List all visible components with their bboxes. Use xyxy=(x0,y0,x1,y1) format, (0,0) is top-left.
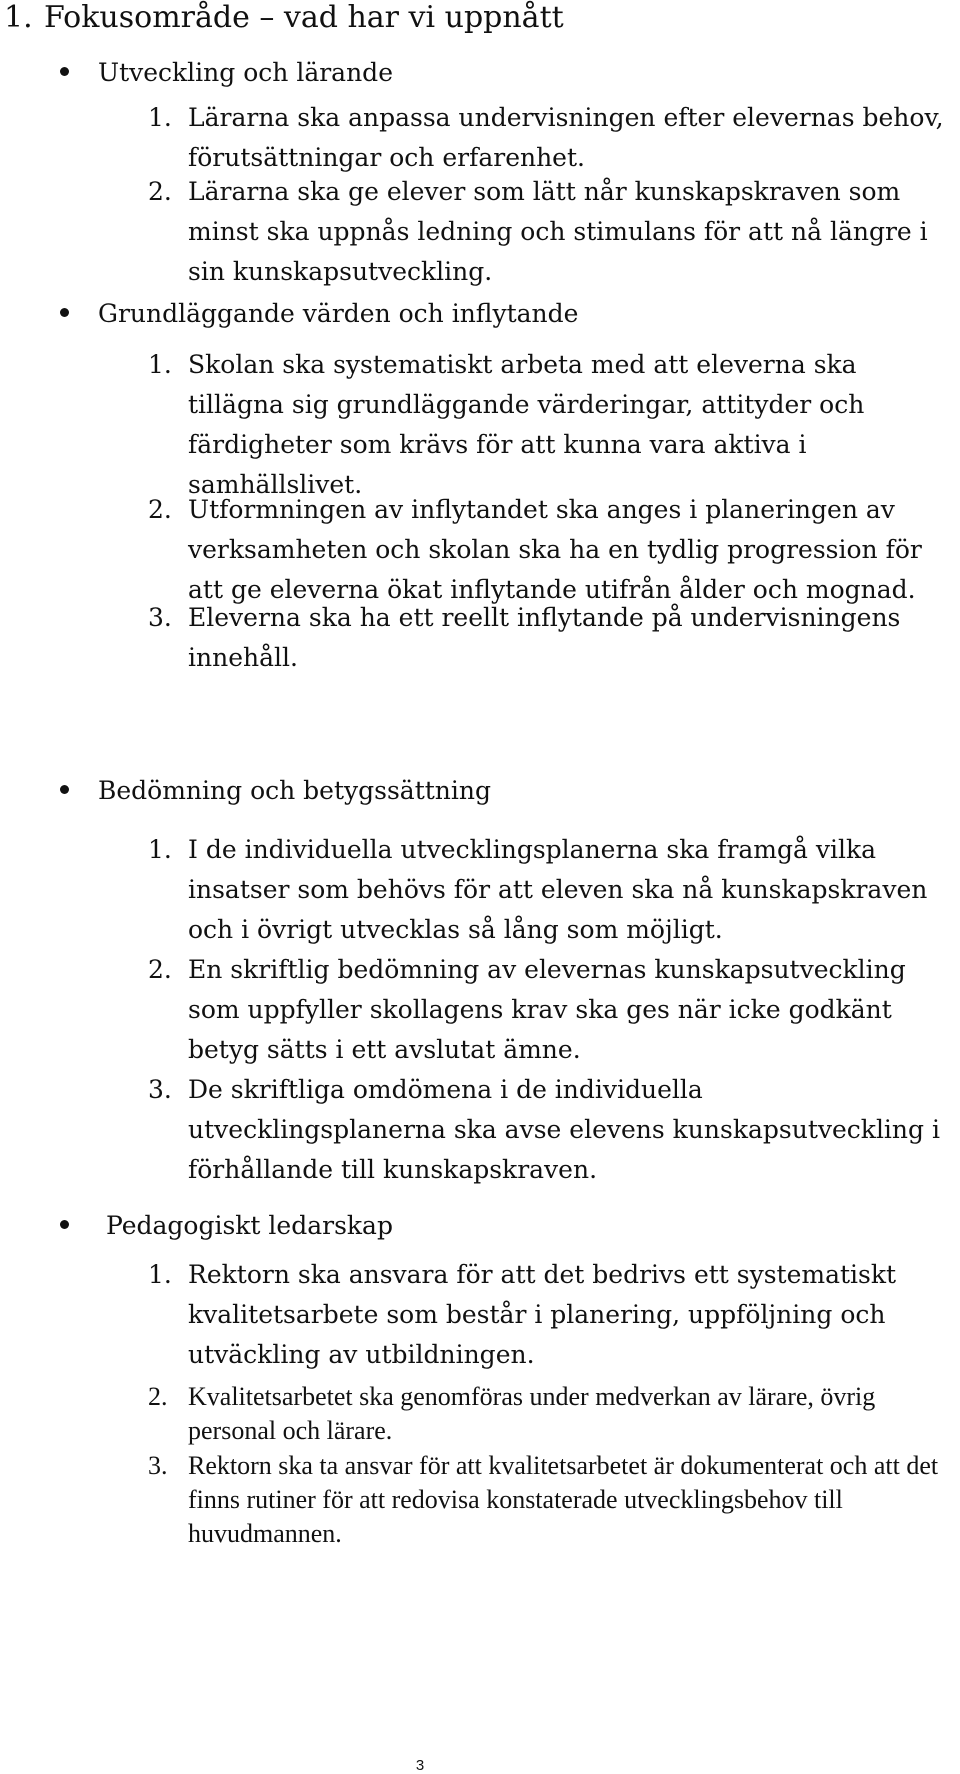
item-number: 2. xyxy=(148,495,172,524)
item-number: 3. xyxy=(148,603,172,632)
item-number: 2. xyxy=(148,955,172,984)
section-title: Grundläggande värden och inflytande xyxy=(98,299,579,328)
section-title: Bedömning och betygssättning xyxy=(98,776,492,805)
bullet-icon xyxy=(60,1220,69,1229)
item-number: 1. xyxy=(148,350,172,379)
item-text: Eleverna ska ha ett reellt inflytande på undervisningens innehåll. xyxy=(188,603,901,672)
list-item xyxy=(148,950,960,1070)
item-text: Rektorn ska ansvara för att det bedrivs ett systematiskt kvalitetsarbete som består i planering, uppföljning och utväckling av utbildningen. xyxy=(188,1260,897,1369)
list-item xyxy=(148,345,960,505)
item-text: Lärarna ska anpassa undervisningen efter elevernas behov, förutsättningar och erfarenhet. xyxy=(188,103,944,172)
list-item xyxy=(148,1449,960,1551)
item-text: Kvalitetsarbetet ska genomföras under medverkan av lärare, övrig personal och lärare. xyxy=(188,1382,876,1445)
section-title: Pedagogiskt ledarskap xyxy=(106,1211,393,1240)
list-item xyxy=(148,830,960,950)
list-item xyxy=(148,1255,960,1375)
bullet-icon xyxy=(60,308,69,317)
item-number: 2. xyxy=(148,1382,168,1411)
item-number: 3. xyxy=(148,1451,168,1480)
item-number: 1. xyxy=(148,835,172,864)
item-text: I de individuella utvecklingsplanerna ska framgå vilka insatser som behövs för att eleven ska nå kunskapskraven och i övrigt utvecklas så lång som möjligt. xyxy=(188,835,928,944)
item-number: 3. xyxy=(148,1075,172,1104)
item-number: 1. xyxy=(148,103,172,132)
bullet-icon xyxy=(60,67,69,76)
item-text: Lärarna ska ge elever som lätt når kunskapskraven som minst ska uppnås ledning och stimulans för att nå längre i sin kunskapsutveckling. xyxy=(188,177,928,286)
page-number: 3 xyxy=(415,1757,425,1774)
item-text: Skolan ska systematiskt arbeta med att eleverna ska tillägna sig grundläggande värderingar, attityder och färdigheter som krävs för att kunna vara aktiva i samhällslivet. xyxy=(188,350,865,499)
heading-number: 1. xyxy=(4,0,33,35)
item-number: 2. xyxy=(148,177,172,206)
list-item xyxy=(148,1070,960,1190)
page-title xyxy=(4,0,564,36)
item-text: Rektorn ska ta ansvar för att kvalitetsarbetet är dokumenterat och att det finns rutiner för att redovisa konstaterade utvecklingsbehov till huvudmannen. xyxy=(188,1451,939,1548)
item-number: 1. xyxy=(148,1260,172,1289)
item-text: Utformningen av inflytandet ska anges i planeringen av verksamheten och skolan ska ha en tydlig progression för att ge eleverna ökat inflytande utifrån ålder och mognad. xyxy=(188,495,922,604)
heading-text: Fokusområde – vad har vi uppnått xyxy=(44,0,564,35)
list-item xyxy=(148,1380,960,1448)
list-item xyxy=(148,172,960,292)
item-text: En skriftlig bedömning av elevernas kunskapsutveckling som uppfyller skollagens krav ska ges när icke godkänt betyg sätts i ett avslutat ämne. xyxy=(188,955,906,1064)
item-text: De skriftliga omdömena i de individuella utvecklingsplanerna ska avse elevens kunskapsutveckling i förhållande till kunskapskraven. xyxy=(188,1075,940,1184)
list-item xyxy=(148,98,960,178)
section-title: Utveckling och lärande xyxy=(98,58,393,87)
list-item xyxy=(148,490,960,610)
bullet-icon xyxy=(60,785,69,794)
list-item xyxy=(148,598,960,678)
